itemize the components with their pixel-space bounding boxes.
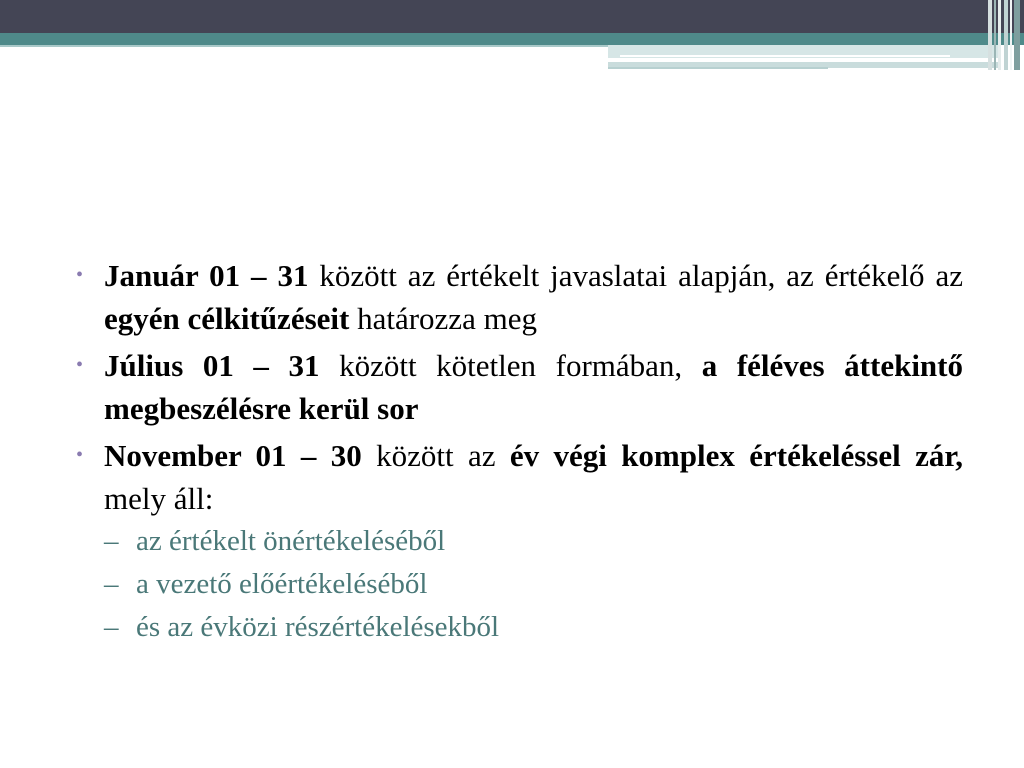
stripe bbox=[1014, 0, 1020, 70]
bold-text: Július 01 – 31 bbox=[104, 348, 320, 383]
stripe bbox=[988, 0, 992, 70]
dash-icon: – bbox=[104, 525, 119, 557]
plain-text: határozza meg bbox=[349, 301, 537, 336]
plain-text: között kötetlen formában, bbox=[319, 348, 702, 383]
sub-item-text: a vezető előértékeléséből bbox=[136, 568, 428, 600]
stripe bbox=[998, 0, 1001, 70]
bold-text: Január 01 – 31 bbox=[104, 258, 309, 293]
bold-text: év végi komplex értékeléssel zár, bbox=[509, 438, 963, 473]
bullet-text bbox=[104, 434, 963, 520]
bullet-item-november bbox=[76, 434, 963, 520]
stripe bbox=[994, 0, 996, 70]
bullet-text bbox=[104, 344, 963, 430]
sub-item-text: az értékelt önértékeléséből bbox=[136, 525, 446, 557]
header-white-line bbox=[620, 55, 950, 57]
bullet-icon: • bbox=[76, 354, 84, 376]
bullet-icon: • bbox=[76, 264, 84, 286]
sub-item-text: és az évközi részértékelésekből bbox=[136, 611, 500, 643]
bullet-icon: • bbox=[76, 444, 84, 466]
sub-item bbox=[104, 606, 963, 649]
dash-icon: – bbox=[104, 568, 119, 600]
header-thin-line bbox=[608, 67, 828, 69]
slide-content bbox=[76, 254, 963, 649]
plain-text: mely áll: bbox=[104, 481, 214, 516]
bullet-text bbox=[104, 254, 963, 340]
sub-item bbox=[104, 520, 963, 563]
header-dark-bar bbox=[0, 0, 1024, 33]
stripe bbox=[1010, 0, 1012, 70]
bold-text: egyén célkitűzéseit bbox=[104, 301, 350, 336]
plain-text: között az értékelt javaslatai alapján, az értékelő az bbox=[308, 258, 963, 293]
dash-icon: – bbox=[104, 611, 119, 643]
plain-text: között az bbox=[361, 438, 510, 473]
header-vertical-stripes bbox=[988, 0, 1024, 70]
bold-text: November 01 – 30 bbox=[104, 438, 362, 473]
bullet-item-january bbox=[76, 254, 963, 340]
sub-item bbox=[104, 563, 963, 606]
header-teal-bar bbox=[0, 33, 1024, 45]
bullet-item-july bbox=[76, 344, 963, 430]
stripe bbox=[1004, 0, 1008, 70]
bold-text: a féléves áttekintő megbeszélésre kerül sor bbox=[104, 348, 963, 426]
header-accent-line bbox=[0, 45, 608, 47]
